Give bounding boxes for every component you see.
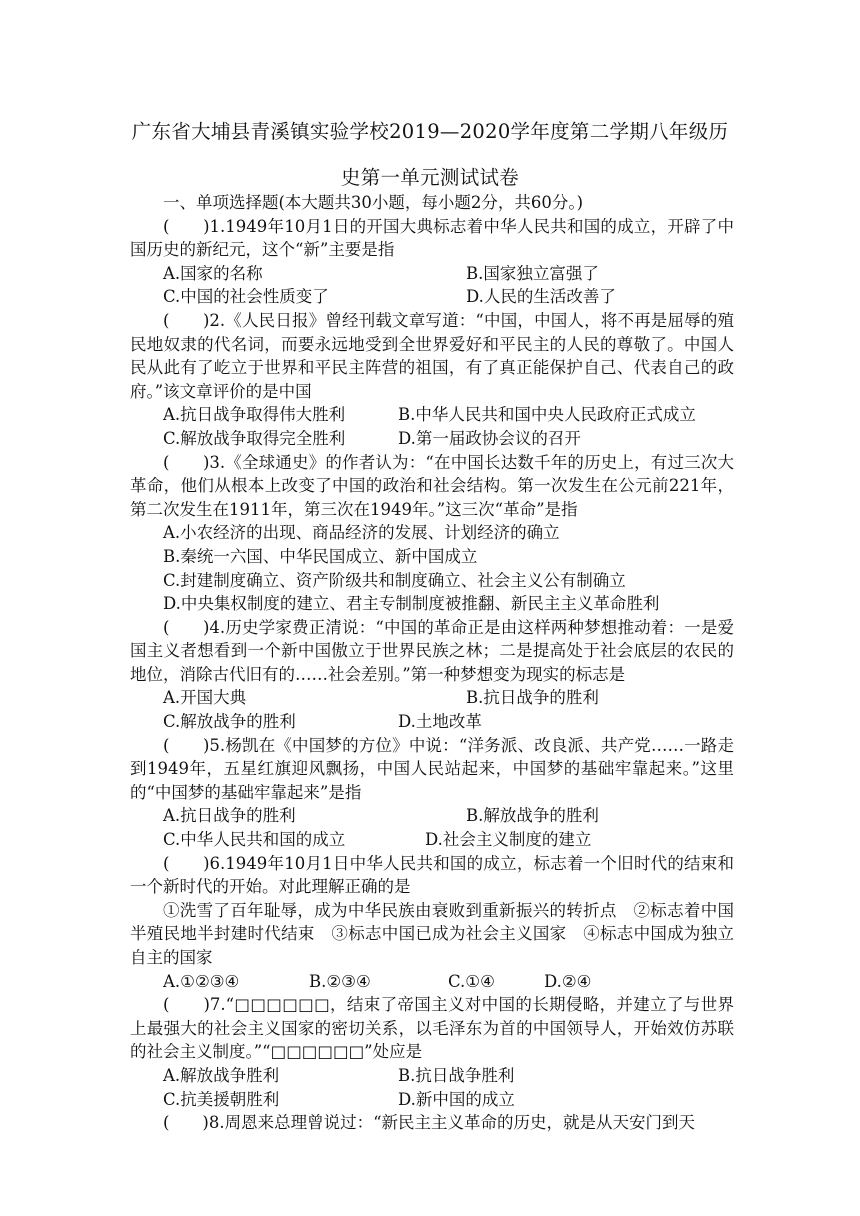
option-b: B.②③④ [309,971,371,991]
question-7-options [130,1064,734,1088]
option-d: D.②④ [544,971,592,991]
question-4-options [130,686,734,710]
option-b: B.秦统一六国、中华民国成立、新中国成立 [163,546,478,566]
question-1-options [130,262,734,286]
question-1-options-2 [130,285,734,309]
option-b: B.抗日战争胜利 [398,1065,515,1085]
question-6-stem: ( )6.1949年10月1日中华人民共和国的成立，标志着一个旧时代的结束和一个新时代的开始。对此理解正确的是 [130,853,734,897]
option-c: C.中华人民共和国的成立 [163,830,346,850]
section-heading: 一、单项选择题(本大题共30小题，每小题2分，共60分。) [163,193,584,212]
question-7-stem: ( )7.“□□□□□□，结束了帝国主义对中国的长期侵略，并建立了与世界上最强大的社会主义国家的密切关系，以毛泽东为首的中国领导人，开始效仿苏联的社会主义制度。”“□□□□□□”处应是 [130,995,734,1062]
question-4-stem: ( )4.历史学家费正清说：“中国的革命正是由这样两种梦想推动着：一是爱国主义者想看到一个新中国傲立于世界民族之林；二是提高处于社会底层的农民的地位，消除古代旧有的……社会差别。”第一种梦想变为现实的标志是 [130,617,734,684]
option-b: B.国家独立富强了 [466,263,599,283]
option-c: C.解放战争取得完全胜利 [163,428,346,448]
option-d: D.第一届政协会议的召开 [398,428,581,448]
option-b: B.中华人民共和国中央人民政府正式成立 [398,405,696,425]
option-d: D.新中国的成立 [398,1089,515,1109]
question-6-statements: ①洗雪了百年耻辱，成为中华民族由衰败到重新振兴的转折点 ②标志着中国半殖民地半封建时代结束 ③标志中国已成为社会主义国家 ④标志中国成为独立自主的国家 [130,900,734,967]
option-a: A.抗日战争的胜利 [163,806,296,826]
option-a: A.国家的名称 [163,263,263,283]
question-5-options [130,804,734,828]
option-c: C.中国的社会性质变了 [163,287,329,307]
option-c: C.抗美援朝胜利 [163,1089,280,1109]
question-2-stem: ( )2.《人民日报》曾经刊载文章写道：“中国，中国人，将不再是屈辱的殖民地奴隶的代名词，而要永远地受到全世界爱好和平民主的人民的尊敬了。中国人民从此有了屹立于世界和平民主阵营的祖国，有了真正能保护自己、代表自己的政府。”该文章评价的是中国 [130,310,734,401]
question-6-options [130,970,734,994]
option-c: C.①④ [448,971,495,991]
question-4-options-2 [130,710,734,734]
option-c: C.封建制度确立、资产阶级共和制度确立、社会主义公有制确立 [163,570,626,590]
question-8-stem: ( )8.周恩来总理曾说过：“新民主主义革命的历史，就是从天安门到天 [163,1113,696,1133]
option-a: A.解放战争胜利 [163,1065,280,1085]
option-b: B.解放战争的胜利 [466,806,599,826]
exam-title-line2: 史第一单元测试试卷 [340,166,520,189]
question-7-options-2 [130,1088,734,1112]
option-a: A.小农经济的出现、商品经济的发展、计划经济的确立 [163,523,560,543]
question-5-options-2 [130,828,734,852]
option-a: A.抗日战争取得伟大胜利 [163,405,346,425]
exam-content [130,191,734,1135]
option-a: A.开国大典 [163,688,247,708]
option-b: B.抗日战争的胜利 [466,688,599,708]
option-c: C.解放战争的胜利 [163,712,296,732]
question-1-stem: ( )1.1949年10月1日的开国大典标志着中华人民共和国的成立，开辟了中国历史的新纪元，这个“新”主要是指 [130,216,734,260]
question-3-stem: ( )3.《全球通史》的作者认为：“在中国长达数千年的历史上，有过三次大革命，他们从根本上改变了中国的政治和社会结构。第一次发生在公元前221年，第二次发生在1911年，第三次在1949年。”这三次“革命”是指 [130,452,734,519]
option-d: D.土地改革 [398,712,482,732]
exam-title-line1: 广东省大埔县青溪镇实验学校2019—2020学年度第二学期八年级历 [131,120,729,143]
option-d: D.中央集权制度的建立、君主专制制度被推翻、新民主主义革命胜利 [163,594,660,614]
option-d: D.社会主义制度的建立 [425,830,592,850]
question-5-stem: ( )5.杨凯在《中国梦的方位》中说：“洋务派、改良派、共产党……一路走到1949年，五星红旗迎风飘扬，中国人民站起来，中国梦的基础牢靠起来。”这里的“中国梦的基础牢靠起来”是指 [130,735,734,802]
question-2-options-2 [130,427,734,451]
option-d: D.人民的生活改善了 [466,287,616,307]
question-2-options [130,403,734,427]
option-a: A.①②③④ [163,971,240,991]
